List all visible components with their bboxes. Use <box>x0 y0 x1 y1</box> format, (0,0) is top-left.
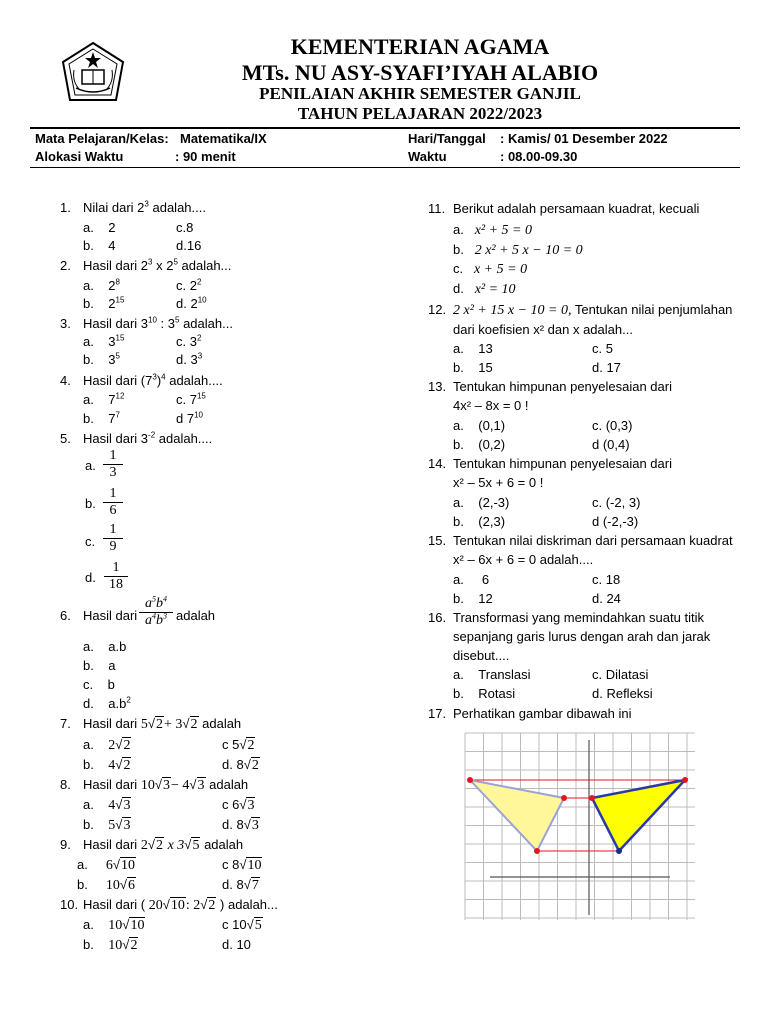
option-3d: d. $3^3$ <box>176 351 203 367</box>
option-16b: b. Rotasi <box>453 686 516 701</box>
question-9-text: Hasil dari 2√2 x 3√5 adalah <box>83 837 244 853</box>
academic-year: TAHUN PELAJARAN 2022/2023 <box>297 104 543 123</box>
option-1b: b. 4 <box>83 238 116 253</box>
time-allocation-label: Alokasi Waktu <box>35 149 124 164</box>
question-3-number: 3. <box>60 316 71 331</box>
option-2b: b. $2^{15}$ <box>83 295 125 311</box>
option-9d: d. 8√7 <box>222 877 259 893</box>
option-10c: c 10√5 <box>222 917 262 933</box>
question-2-number: 2. <box>60 258 71 273</box>
question-12-number: 12. <box>428 302 447 317</box>
option-5d-fraction: $\frac{1}{18}$ <box>104 560 128 593</box>
option-11c: c. x + 5 = 0 <box>453 261 528 277</box>
option-7c: c 5√2 <box>222 737 255 753</box>
question-12-text-line2: dari koefisien x² dan x adalah... <box>453 322 633 337</box>
question-8-text: Hasil dari 10√3− 4√3 adalah <box>83 777 249 793</box>
question-5-text: Hasil dari $3^{-2}$ adalah.... <box>83 430 213 446</box>
option-14c: c. (-2, 3) <box>592 495 641 510</box>
option-4a: a. $7^{12}$ <box>83 391 125 407</box>
option-3a: a. $3^{15}$ <box>83 333 125 349</box>
question-14-equation: x² – 5x + 6 = 0 ! <box>453 475 544 490</box>
option-5a-fraction: $\frac{1}{3}$ <box>103 448 123 481</box>
question-14-text: Tentukan himpunan penyelesaian dari <box>453 456 672 471</box>
ministry-logo-emblem <box>58 40 128 106</box>
option-11d: d. x² = 10 <box>453 281 516 297</box>
option-15c: c. 18 <box>592 572 621 587</box>
question-6-fraction: $\frac{a^5b^4}{a^4b^3}$ <box>139 596 173 629</box>
point-translated-b <box>682 777 688 783</box>
question-5-number: 5. <box>60 431 71 446</box>
option-12d: d. 17 <box>592 360 621 375</box>
option-11b: b. 2 x² + 5 x − 10 = 0 <box>453 242 583 258</box>
option-10b: b. 10√2 <box>83 937 138 953</box>
question-16-text-line2: sepanjang garis lurus dengan arah dan jarak <box>453 629 711 644</box>
question-6-prefix: Hasil dari <box>83 608 138 623</box>
option-16d: d. Refleksi <box>592 686 653 701</box>
question-15-equation: x² – 6x + 6 = 0 adalah.... <box>453 552 594 567</box>
question-13-equation: 4x² – 8x = 0 ! <box>453 398 529 413</box>
option-16a: a. Translasi <box>453 667 531 682</box>
option-2c: c. $2^2$ <box>176 277 202 293</box>
question-13-text: Tentukan himpunan penyelesaian dari <box>453 379 672 394</box>
question-16-number: 16. <box>428 610 447 625</box>
option-10a: a. 10√10 <box>83 917 145 933</box>
question-4-text: Hasil dari $(7^3)^4$ adalah.... <box>83 372 223 388</box>
option-9b: b. 10√6 <box>77 877 136 893</box>
option-5c-label: c. <box>85 534 96 549</box>
exam-title: PENILAIAN AKHIR SEMESTER GANJIL <box>259 84 581 103</box>
option-4c: c. $7^{15}$ <box>176 391 206 407</box>
point-original-c <box>534 848 540 854</box>
option-12c: c. 5 <box>592 341 613 356</box>
option-8a: a. 4√3 <box>83 797 131 813</box>
question-16-text: Transformasi yang memindahkan suatu titik <box>453 610 704 625</box>
question-10-number: 10. <box>60 897 79 912</box>
option-15b: b. 12 <box>453 591 493 606</box>
day-date-label: Hari/Tanggal <box>408 131 486 146</box>
question-7-number: 7. <box>60 716 71 731</box>
info-divider <box>30 167 740 168</box>
option-6d: d. $a.b^2$ <box>83 695 131 711</box>
question-12-text: 2 x² + 15 x − 10 = 0, Tentukan nilai penjumlahan <box>453 302 733 318</box>
option-6a: a. a.b <box>83 639 127 654</box>
question-11-text: Berikut adalah persamaan kuadrat, kecuali <box>453 201 700 216</box>
translation-grid-figure <box>455 725 705 925</box>
option-2a: a. $2^8$ <box>83 277 120 293</box>
option-9a: a. 6√10 <box>77 857 136 873</box>
question-15-text: Tentukan nilai diskriman dari persamaan kuadrat <box>453 533 733 548</box>
ministry-title: KEMENTERIAN AGAMA <box>290 34 550 59</box>
option-5b-fraction: $\frac{1}{6}$ <box>103 486 123 519</box>
point-translated-a <box>589 795 595 801</box>
option-5b-label: b. <box>85 496 96 511</box>
option-7d: d. 8√2 <box>222 757 259 773</box>
option-15a: a. 6 <box>453 572 490 587</box>
question-10-text: Hasil dari ( 20√10: 2√2 ) adalah... <box>83 897 278 913</box>
option-13d: d (0,4) <box>592 437 630 452</box>
option-4d: d $7^{10}$ <box>176 410 203 426</box>
option-12a: a. 13 <box>453 341 493 356</box>
grid-lines <box>465 733 695 920</box>
question-17-text: Perhatikan gambar dibawah ini <box>453 706 632 721</box>
option-5c-fraction: $\frac{1}{9}$ <box>103 522 123 555</box>
option-2d: d. $2^{10}$ <box>176 295 207 311</box>
option-3c: c. $3^2$ <box>176 333 202 349</box>
option-15d: d. 24 <box>592 591 621 606</box>
question-17-number: 17. <box>428 706 447 721</box>
question-16-text-line3: disebut.... <box>453 648 510 663</box>
option-13a: a. (0,1) <box>453 418 506 433</box>
question-2-text: Hasil dari $2^3$ x $2^5$ adalah... <box>83 257 232 273</box>
option-14d: d (-2,-3) <box>592 514 639 529</box>
option-6c: c. b <box>83 677 115 692</box>
question-15-number: 15. <box>428 533 447 548</box>
option-1c: c.8 <box>176 220 194 235</box>
question-8-number: 8. <box>60 777 71 792</box>
day-date-value: : Kamis/ 01 Desember 2022 <box>500 131 668 146</box>
option-13c: c. (0,3) <box>592 418 633 433</box>
point-original-b <box>561 795 567 801</box>
option-5a-label: a. <box>85 458 96 473</box>
question-6-number: 6. <box>60 608 71 623</box>
question-1-number: 1. <box>60 200 71 215</box>
option-11a: a. x² + 5 = 0 <box>453 222 532 238</box>
option-14a: a. (2,-3) <box>453 495 510 510</box>
option-8b: b. 5√3 <box>83 817 131 833</box>
question-9-number: 9. <box>60 837 71 852</box>
question-13-number: 13. <box>428 379 447 394</box>
question-1-text: Nilai dari $2^3$ adalah.... <box>83 199 206 215</box>
header-divider <box>30 127 740 129</box>
option-4b: b. $7^7$ <box>83 410 120 426</box>
option-8c: c 6√3 <box>222 797 255 813</box>
option-3b: b. $3^5$ <box>83 351 120 367</box>
original-triangle <box>470 780 564 851</box>
question-3-text: Hasil dari $3^{10}$ : $3^5$ adalah... <box>83 315 233 331</box>
exam-time-value: : 08.00-09.30 <box>500 149 578 164</box>
exam-time-label: Waktu <box>408 149 447 164</box>
option-9c: c 8√10 <box>222 857 262 873</box>
question-11-number: 11. <box>428 201 446 216</box>
option-6b: b. a <box>83 658 116 673</box>
question-6-suffix: adalah <box>176 608 216 623</box>
option-8d: d. 8√3 <box>222 817 259 833</box>
option-7b: b. 4√2 <box>83 757 131 773</box>
school-name: MTs. NU ASY-SYAFI’IYAH ALABIO <box>241 60 599 85</box>
option-14b: b. (2,3) <box>453 514 506 529</box>
option-5d-label: d. <box>85 570 96 585</box>
subject-value: Matematika/IX <box>180 131 267 146</box>
point-translated-c <box>616 848 622 854</box>
option-1d: d.16 <box>176 238 202 253</box>
option-16c: c. Dilatasi <box>592 667 649 682</box>
time-allocation-value: : 90 menit <box>175 149 236 164</box>
option-1a: a. 2 <box>83 220 116 235</box>
option-7a: a. 2√2 <box>83 737 131 753</box>
subject-label: Mata Pelajaran/Kelas: <box>35 131 169 146</box>
question-4-number: 4. <box>60 373 71 388</box>
question-14-number: 14. <box>428 456 447 471</box>
option-13b: b. (0,2) <box>453 437 506 452</box>
option-10d: d. 10 <box>222 937 251 952</box>
question-7-text: Hasil dari 5√2+ 3√2 adalah <box>83 716 242 732</box>
option-12b: b. 15 <box>453 360 493 375</box>
point-original-a <box>467 777 473 783</box>
translated-triangle <box>592 780 685 851</box>
